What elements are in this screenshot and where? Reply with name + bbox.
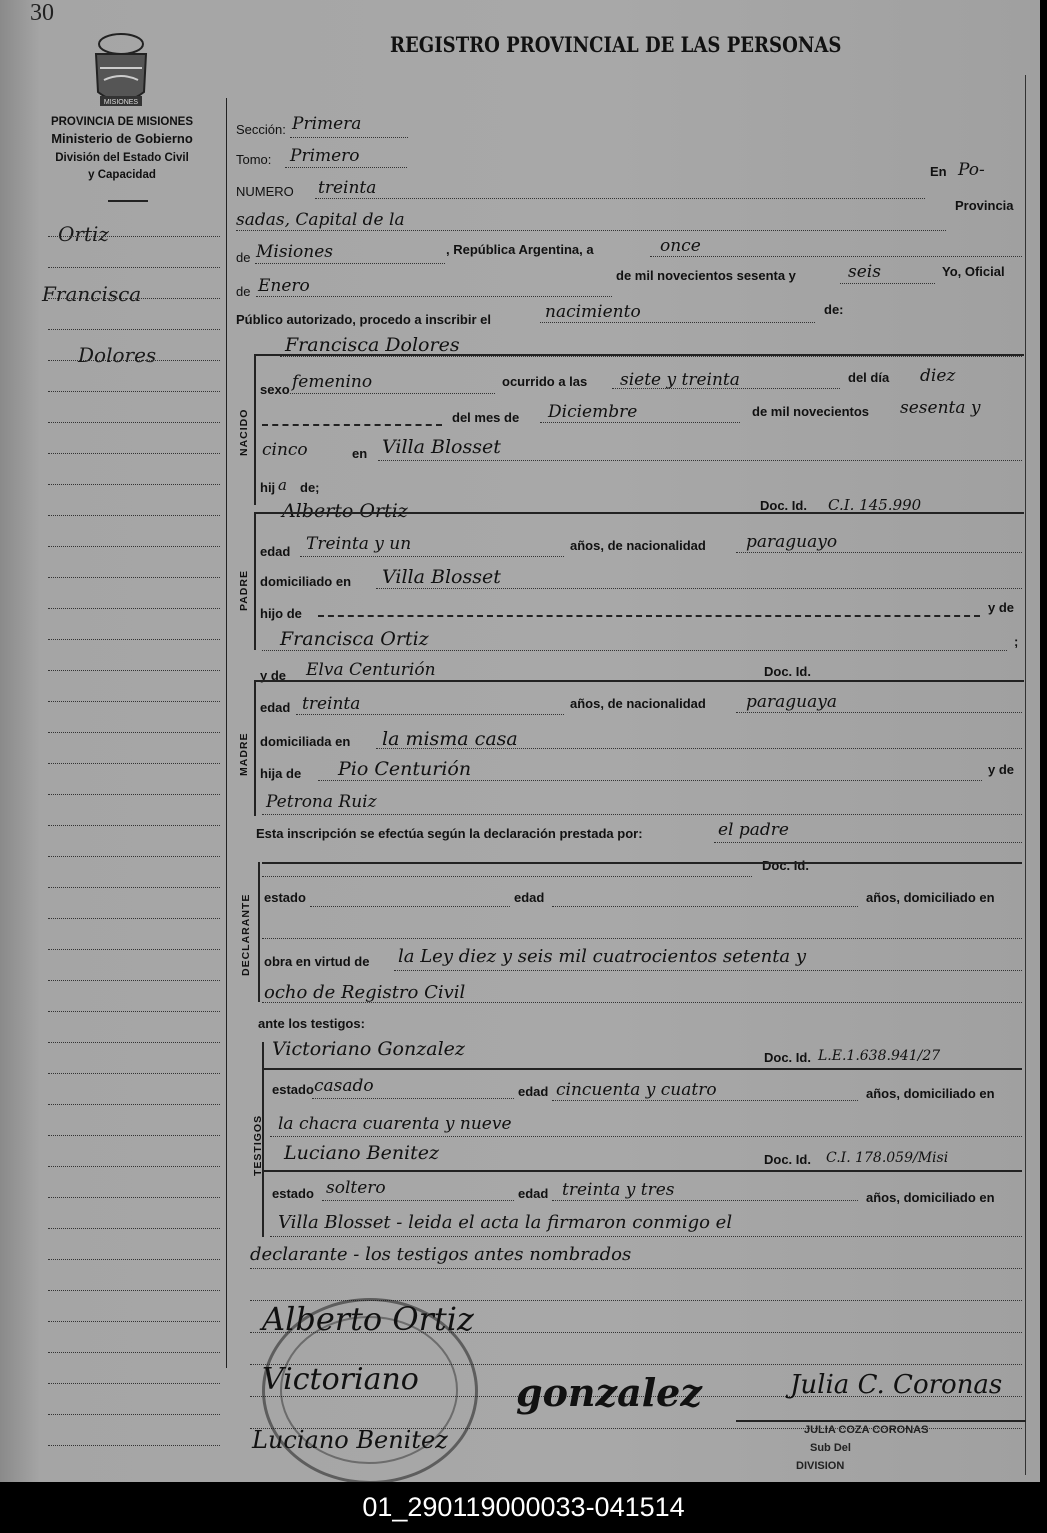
madre-dom-label: domiciliada en — [260, 734, 351, 749]
padre-nac-label: años, de nacionalidad — [570, 538, 706, 553]
de-semi-label: de; — [300, 480, 320, 495]
testigo1-estado-value: casado — [314, 1076, 374, 1096]
header-capacity: y Capacidad — [88, 169, 156, 181]
margin-ruled-line — [48, 515, 220, 516]
madre-bracket — [254, 680, 256, 816]
republica-label: , República Argentina, a — [446, 242, 594, 257]
padre-tag: PADRE — [238, 570, 250, 611]
provincial-crest-icon — [86, 30, 156, 110]
margin-ruled-line — [48, 1104, 220, 1105]
margin-ruled-line — [48, 267, 220, 268]
tomo-value: Primero — [290, 146, 360, 166]
nacido-tag: NACIDO — [238, 408, 250, 456]
page-number: 30 — [30, 0, 54, 26]
header-province: PROVINCIA DE MISIONES — [50, 116, 194, 128]
testigo1-anos-label: años, domiciliado en — [866, 1086, 995, 1101]
declarante-edad-label: edad — [514, 890, 545, 905]
dia-value: once — [660, 236, 701, 256]
madre-yde2-label: y de — [988, 762, 1015, 777]
en-label: En — [930, 164, 947, 179]
madre-hija-line — [318, 780, 982, 781]
margin-divider — [226, 98, 227, 1368]
padre-semicolon: ; — [1014, 634, 1019, 649]
margin-ruled-line — [48, 391, 220, 392]
margin-ruled-line — [48, 1259, 220, 1260]
ley-value: la Ley diez y seis mil cuatrocientos setenta y — [398, 946, 807, 967]
sexo-line — [290, 393, 495, 394]
testigo2-edad-value: treinta y tres — [562, 1180, 675, 1200]
mes-nac-value: Diciembre — [548, 402, 638, 422]
margin-ruled-line — [48, 1135, 220, 1136]
margin-firstname: Francisca — [42, 282, 142, 306]
madre-top-line — [254, 680, 1024, 682]
padre-hijo-dash-line — [318, 615, 980, 617]
mes-nac-line — [540, 422, 740, 423]
yo-oficial-label: Yo, Oficial — [942, 264, 1005, 279]
en2-label: en — [352, 446, 368, 461]
margin-ruled-line — [48, 577, 220, 578]
testigo2-line — [262, 1170, 1022, 1172]
nacido-name-line — [280, 356, 1022, 357]
header-separator — [108, 200, 148, 202]
padre-nac-line — [736, 552, 1022, 553]
testigo2-edad-line — [552, 1200, 858, 1201]
ley-value-2: ocho de Registro Civil — [264, 982, 466, 1003]
sexo-value: femenino — [292, 372, 373, 392]
tomo-label: Tomo: — [236, 152, 272, 167]
de-label-2: de — [236, 284, 251, 299]
madre-hija2-line — [262, 814, 1022, 815]
nacido-nombre: Francisca Dolores — [285, 334, 460, 356]
declarante-dom-line — [262, 938, 1022, 939]
declarante-tag: DECLARANTE — [240, 893, 252, 976]
anio-value: seis — [848, 262, 881, 282]
margin-ruled-line — [48, 484, 220, 485]
margin-ruled-line — [48, 670, 220, 671]
testigo1-edad-label: edad — [518, 1084, 549, 1099]
signature-gonzalez: gonzalez — [516, 1370, 702, 1415]
testigo1-line — [262, 1068, 1022, 1070]
margin-ruled-line — [48, 1197, 220, 1198]
margin-ruled-line — [48, 1042, 220, 1043]
cierre-line — [250, 1268, 1022, 1269]
padre-dom-label: domiciliado en — [260, 574, 352, 589]
margin-ruled-line — [48, 825, 220, 826]
nacido-bracket — [254, 355, 256, 505]
madre-hija-value-2: Petrona Ruiz — [266, 792, 377, 812]
hij-label: hij — [260, 480, 276, 495]
testigo1-doc-value: L.E.1.638.941/27 — [818, 1048, 941, 1064]
margin-ruled-line — [48, 298, 220, 299]
signature-officer: Julia C. Coronas — [790, 1370, 1003, 1400]
madre-tag: MADRE — [238, 732, 250, 776]
lugar-line — [378, 460, 1022, 461]
padre-hijo-label: hijo de — [260, 606, 302, 621]
crest-text: MISIONES — [103, 99, 139, 106]
acto-line — [540, 322, 815, 323]
padre-edad-label: edad — [260, 544, 291, 559]
madre-nac-value: paraguaya — [746, 692, 837, 712]
madre-hija-value: Pio Centurión — [338, 758, 472, 780]
margin-ruled-line — [48, 701, 220, 702]
madre-doc-label: Doc. Id. — [764, 664, 811, 679]
numero-value: treinta — [318, 178, 377, 198]
margin-middlename: Dolores — [78, 343, 157, 367]
del-dia-label: del día — [848, 370, 890, 385]
signature-testigo2: Luciano Benitez — [252, 1426, 448, 1454]
margin-ruled-line — [48, 1383, 220, 1384]
hij-suffix: a — [278, 476, 287, 494]
testigos-tag: TESTIGOS — [252, 1114, 264, 1176]
ley-line — [394, 970, 1022, 971]
seccion-label: Sección: — [236, 122, 286, 137]
esta-inscripcion-label: Esta inscripción se efectúa según la declaración prestada por: — [256, 826, 643, 841]
madre-edad-value: treinta — [302, 694, 361, 714]
numero-line — [315, 198, 925, 199]
margin-ruled-line — [48, 980, 220, 981]
officer-division: DIVISION — [796, 1460, 845, 1472]
padre-nombre: Alberto Ortiz — [282, 500, 408, 522]
margin-ruled-line — [48, 608, 220, 609]
declarante-top-line — [262, 862, 1022, 864]
margin-ruled-line — [48, 887, 220, 888]
madre-nac-line — [736, 712, 1022, 713]
de-colon-label: de: — [824, 302, 844, 317]
margin-ruled-line — [48, 856, 220, 857]
madre-yde-label: y de — [260, 668, 287, 683]
right-border — [1025, 75, 1026, 1475]
margin-ruled-line — [48, 1352, 220, 1353]
testigo2-doc-label: Doc. Id. — [764, 1152, 811, 1167]
ciudad-line — [236, 230, 946, 231]
madre-nombre: Elva Centurión — [306, 660, 436, 680]
mes-value: Enero — [258, 276, 310, 296]
officer-title: Sub Del — [810, 1442, 851, 1454]
padre-doc-label: Doc. Id. — [760, 498, 807, 513]
madre-nac-label: años, de nacionalidad — [570, 696, 706, 711]
seccion-line — [290, 137, 408, 138]
declarante-doc-label: Doc. Id. — [762, 858, 809, 873]
margin-ruled-line — [48, 1445, 220, 1446]
padre-dom-value: Villa Blosset — [382, 566, 501, 588]
padre-hijo-de2-line — [262, 650, 1007, 651]
testigo1-edad-line — [552, 1100, 858, 1101]
testigo2-dom-line — [270, 1236, 1022, 1237]
margin-ruled-line — [48, 329, 220, 330]
margin-ruled-line — [48, 918, 220, 919]
publico-label: Público autorizado, procedo a inscribir el — [236, 312, 491, 327]
margin-ruled-line — [48, 639, 220, 640]
declarante-estado-line — [310, 906, 510, 907]
seccion-value: Primera — [292, 114, 362, 134]
declarante-name-line — [262, 876, 752, 877]
anio-line — [840, 283, 935, 284]
hora-value: siete y treinta — [620, 370, 740, 390]
margin-ruled-line — [48, 1321, 220, 1322]
ante-testigos-label: ante los testigos: — [258, 1016, 365, 1031]
margin-ruled-line — [48, 794, 220, 795]
madre-edad-line — [296, 714, 564, 715]
padre-edad-line — [300, 556, 564, 557]
provincia-label: Provincia — [955, 198, 1014, 213]
padre-nac-value: paraguayo — [746, 532, 838, 552]
obra-label: obra en virtud de — [264, 954, 370, 969]
officer-sign-line — [736, 1420, 1026, 1422]
tomo-line — [285, 167, 407, 168]
padre-bracket — [254, 512, 256, 650]
margin-ruled-line — [48, 546, 220, 547]
anio-nac-value-2: cinco — [262, 440, 308, 460]
margin-ruled-line — [48, 236, 220, 237]
padre-hijo-de2: Francisca Ortiz — [280, 628, 429, 650]
lugar-nac-value: Villa Blosset — [382, 436, 501, 458]
del-mes-label: del mes de — [452, 410, 520, 425]
margin-ruled-line — [48, 1011, 220, 1012]
testigo2-estado-label: estado — [272, 1186, 314, 1201]
testigo2-estado-line — [322, 1200, 514, 1201]
margin-ruled-line — [48, 1166, 220, 1167]
dia-nac-value: diez — [920, 366, 956, 386]
margin-ruled-line — [48, 453, 220, 454]
padre-doc-value: C.I. 145.990 — [828, 496, 922, 514]
testigo2-anos-label: años, domiciliado en — [866, 1190, 995, 1205]
de-mil-nov-label: de mil novecientos — [752, 404, 870, 419]
margin-ruled-line — [48, 1414, 220, 1415]
declarante-edad-line — [552, 906, 858, 907]
testigo1-dom-value: la chacra cuarenta y nueve — [278, 1114, 512, 1134]
testigo2-doc-value: C.I. 178.059/Misi — [826, 1150, 949, 1166]
header-division: División del Estado Civil — [55, 152, 189, 164]
hora-line — [612, 388, 840, 389]
padre-dom-line — [376, 588, 1022, 589]
ocurrido-label: ocurrido a las — [502, 374, 588, 389]
declarante-bracket — [258, 862, 260, 1002]
declarante-value: el padre — [718, 820, 789, 840]
header-ministry: Ministerio de Gobierno — [51, 131, 193, 146]
mes-line — [256, 296, 612, 297]
de-mil-label: de mil novecientos sesenta y — [616, 268, 796, 283]
signature-padre: Alberto Ortiz — [262, 1300, 474, 1338]
testigo1-estado-label: estado — [272, 1082, 314, 1097]
de-label: de — [236, 250, 251, 265]
madre-dom-value: la misma casa — [382, 728, 518, 750]
signature-testigo1: Victoriano — [262, 1362, 419, 1397]
declarante-estado-label: estado — [264, 890, 306, 905]
scan-id-footer: 01_290119000033-041514 — [0, 1482, 1047, 1533]
dia-dash-line — [262, 424, 442, 426]
document-title: REGISTRO PROVINCIAL DE LAS PERSONAS — [390, 32, 842, 57]
madre-dom-line — [376, 748, 1022, 749]
declarante-anos-label: años, domiciliado en — [866, 890, 995, 905]
numero-label: NUMERO — [236, 184, 294, 199]
testigo1-nombre: Victoriano Gonzalez — [272, 1038, 465, 1060]
padre-edad-value: Treinta y un — [306, 534, 412, 554]
cierre-value: declarante - los testigos antes nombrados — [250, 1244, 632, 1265]
margin-ruled-line — [48, 763, 220, 764]
ciudad-value: sadas, Capital de la — [236, 210, 405, 230]
sexo-label: sexo — [260, 382, 290, 397]
en-value: Po- — [958, 160, 985, 180]
testigo2-edad-label: edad — [518, 1186, 549, 1201]
margin-ruled-line — [48, 949, 220, 950]
margin-surname: Ortiz — [58, 222, 109, 246]
madre-edad-label: edad — [260, 700, 291, 715]
testigo2-nombre: Luciano Benitez — [284, 1142, 440, 1164]
testigo1-edad-value: cincuenta y cuatro — [556, 1080, 717, 1100]
dia-line — [650, 256, 1022, 257]
margin-ruled-line — [48, 422, 220, 423]
margin-ruled-line — [48, 1073, 220, 1074]
anio-nac-value: sesenta y — [900, 398, 981, 418]
provincia-line — [255, 263, 445, 264]
declarante-line — [714, 842, 1022, 843]
padre-yde-label: y de — [988, 600, 1015, 615]
margin-ruled-line — [48, 360, 220, 361]
margin-ruled-line — [48, 1228, 220, 1229]
acto-value: nacimiento — [545, 302, 641, 322]
ley2-line — [262, 1002, 1022, 1003]
testigo2-estado-value: soltero — [326, 1178, 386, 1198]
testigo1-estado-line — [312, 1098, 514, 1099]
margin-ruled-line — [48, 1290, 220, 1291]
margin-ruled-line — [48, 732, 220, 733]
testigo1-dom-line — [270, 1136, 1022, 1137]
officer-name: JULIA COZA CORONAS — [804, 1424, 929, 1436]
provincia-value: Misiones — [256, 242, 333, 262]
testigo2-dom-value: Villa Blosset - leida el acta la firmaron conmigo el — [278, 1212, 733, 1233]
testigo1-doc-label: Doc. Id. — [764, 1050, 811, 1065]
madre-hija-label: hija de — [260, 766, 302, 781]
